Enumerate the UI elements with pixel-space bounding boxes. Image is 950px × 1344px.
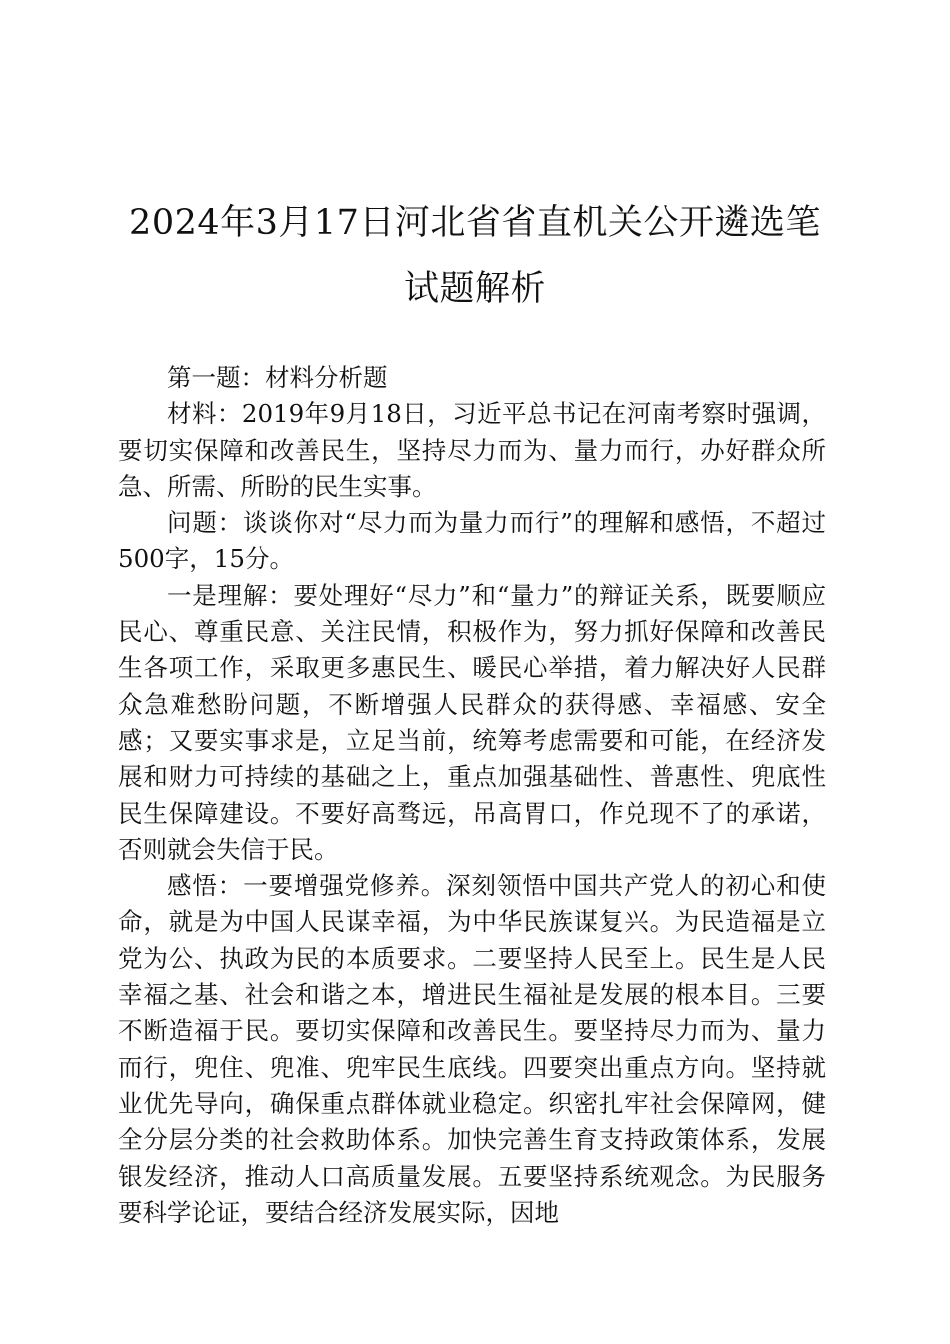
document-title — [100, 190, 850, 322]
title-line-2: 试题解析 — [403, 269, 546, 309]
document-body — [118, 360, 826, 1231]
insight-paragraph: 感悟：一要增强党修养。深刻领悟中国共产党人的初心和使命，就是为中国人民谋幸福，为中华民族谋复兴。为民造福是立党为公、执政为民的本质要求。二要坚持人民至上。民生是人民幸福之基、社会和谐之本，增进民生福祉是发展的根本目。三要不断造福于民。要切实保障和改善民生。要坚持尽力而为、量力而行，兜住、兜准、兜牢民生底线。四要突出重点方向。坚持就业优先导向，确保重点群体就业稳定。织密扎牢社会保障网，健全分层分类的社会救助体系。加快完善生育支持政策体系，发展银发经济，推动人口高质量发展。五要坚持系统观念。为民服务要科学论证，要结合经济发展实际，因地 — [118, 871, 826, 1227]
material-paragraph: 材料：2019年9月18日，习近平总书记在河南考察时强调，要切实保障和改善民生，坚持尽力而为、量力而行，办好群众所急、所需、所盼的民生实事。 — [118, 399, 826, 501]
section-heading: 第一题：材料分析题 — [167, 363, 388, 392]
title-line-1: 2024年3月17日河北省省直机关公开遴选笔 — [129, 203, 821, 243]
question-paragraph: 问题：谈谈你对“尽力而为量力而行”的理解和感悟，不超过500字，15分。 — [118, 508, 826, 574]
understanding-paragraph: 一是理解：要处理好“尽力”和“量力”的辩证关系，既要顺应民心、尊重民意、关注民情，积极作为，努力抓好保障和改善民生各项工作，采取更多惠民生、暖民心举措，着力解决好人民群众急难愁盼问题，不断增强人民群众的获得感、幸福感、安全感；又要实事求是，立足当前，统筹考虑需要和可能，在经济发展和财力可持续的基础之上，重点加强基础性、普惠性、兜底性民生保障建设。不要好高骛远，吊高胃口，作兑现不了的承诺，否则就会失信于民。 — [118, 580, 826, 864]
